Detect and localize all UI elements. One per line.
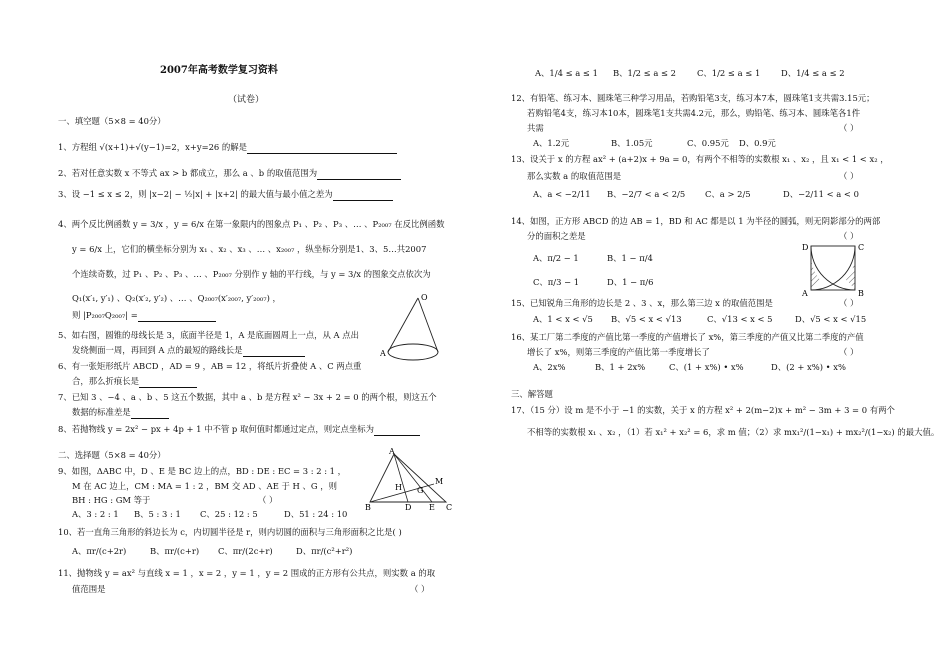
question-16-paren: （ ） (839, 347, 859, 357)
cone-figure (380, 290, 442, 372)
question-5-line-2: 发绕侧面一周，再回到 A 点的最短的路线长是 (72, 344, 305, 357)
square-arcs-figure (801, 240, 871, 298)
question-12-option-c: C、0.95元 (687, 138, 729, 148)
question-13-option-a: A、a < −2/11 (533, 189, 591, 199)
section-solutions: 三、解答题 (511, 389, 553, 399)
question-2: 2、若对任意实数 x 不等式 ax > b 都成立，那么 a 、b 的取值范围为 (58, 167, 401, 180)
question-3: 3、设 −1 ≤ x ≤ 2，则 |x−2| − ½|x| + |x+2| 的最大值与最小值之差为 (58, 188, 393, 201)
question-16-option-c: C、(1 + x%) • x% (669, 362, 744, 372)
question-11-line-1: 11、抛物线 y = ax² 与直线 x = 1 ，x = 2 ，y = 1 ，y = 2 围成的正方形有公共点，则实数 a 的取 (58, 568, 436, 578)
question-6-line-2: 合，那么折痕长是 (72, 375, 197, 388)
question-9-option-c: C、25 : 12 : 5 (200, 509, 258, 519)
question-12-option-a: A、1.2元 (533, 138, 570, 148)
question-11-line-2: 值范围是 (72, 584, 106, 594)
question-8: 8、若抛物线 y = 2x² − px + 4p + 1 中不管 p 取何值时都通过定点，则定点坐标为 (58, 423, 420, 436)
section-fill-in: 一、填空题（5×8 = 40分） (58, 116, 166, 126)
question-14-option-b: B、1 − π/4 (607, 253, 653, 263)
triangle-label-e: E (429, 503, 435, 512)
cone-point-label: A (380, 349, 386, 358)
question-15: 15、已知锐角三角形的边长是 2 、3 、x，那么第三边 x 的取值范围是 (511, 298, 773, 308)
triangle-label-h: H (395, 483, 402, 492)
triangle-label-m: M (435, 477, 444, 486)
square-label-c: C (858, 243, 865, 252)
question-11-option-c: C、1/2 ≤ a ≤ 1 (697, 68, 761, 78)
question-15-option-c: C、√13 < x < 5 (707, 314, 773, 324)
triangle-label-g: G (417, 486, 424, 495)
answer-blank-5 (243, 346, 305, 357)
answer-blank-1 (247, 143, 397, 154)
question-17-line-2: 不相等的实数根 x₁ 、x₂ ，（1）若 x₁² + x₂² = 6，求 m 值；（2）求 mx₁²/(1−x₁) + mx₂²/(1−x₂) 的最大值。 (527, 427, 940, 437)
question-11-option-d: D、1/4 ≤ a ≤ 2 (781, 68, 845, 78)
question-12-paren: （ ） (839, 123, 859, 133)
right-column (503, 0, 940, 658)
question-15-option-d: D、√5 < x < √15 (795, 314, 867, 324)
question-13-option-c: C、a > 2/5 (705, 189, 751, 199)
question-7-line-2: 数据的标准差是 (72, 406, 169, 419)
triangle-label-d: D (405, 503, 412, 512)
question-12-option-b: B、1.05元 (611, 138, 653, 148)
question-12-line-1: 12、有铅笔、练习本、圆珠笔三种学习用品，若购铅笔3支，练习本7本，圆珠笔1支共需3.15元； (511, 93, 875, 103)
question-16-line-1: 16、某工厂第二季度的产值比第一季度的产值增长了 x%，第三季度的产值又比第二季度的产值 (511, 332, 864, 342)
question-14-paren: （ ） (839, 231, 859, 241)
question-13-line-1: 13、设关于 x 的方程 ax² + (a+2)x + 9a = 0，有两个不相等的实数根 x₁ 、x₂ ，且 x₁ < 1 < x₂ ， (511, 154, 889, 164)
answer-blank-4 (138, 311, 216, 322)
question-12-line-3: 共需 (527, 123, 544, 133)
question-9-option-d: D、51 : 24 : 10 (284, 509, 348, 519)
question-13-paren: （ ） (839, 171, 859, 181)
question-15-paren: （ ） (839, 298, 859, 308)
question-10: 10、若一直角三角形的斜边长为 c，内切圆半径是 r，则内切圆的面积与三角形面积之比是( ) (58, 527, 402, 537)
page-title: 2007年高考数学复习资料 (160, 65, 278, 76)
question-16-option-d: D、(2 + x%) • x% (771, 362, 846, 372)
answer-blank-3 (333, 190, 393, 201)
question-10-option-b: B、πr/(c+r) (150, 546, 200, 556)
question-15-option-b: B、√5 < x < √13 (611, 314, 682, 324)
answer-blank-8 (374, 425, 420, 436)
question-13-line-2: 那么实数 a 的取值范围是 (527, 171, 622, 181)
square-label-b: B (858, 289, 864, 298)
question-14-line-2: 分的面积之差是 (527, 231, 586, 241)
question-13-option-b: B、−2/7 < a < 2/5 (607, 189, 686, 199)
question-10-option-a: A、πr/(c+2r) (72, 546, 127, 556)
question-12-option-d: D、0.9元 (739, 138, 776, 148)
question-9-option-b: B、5 : 3 : 1 (134, 509, 181, 519)
question-9-line-1: 9、如图，ΔABC 中，D 、E 是 BC 边上的点，BD : DE : EC = 3 : 2 : 1 ， (58, 466, 347, 476)
question-12-line-2: 若购铅笔4支，练习本10本，圆珠笔1支共需4.2元，那么，购铅笔、练习本、圆珠笔各1件 (527, 108, 861, 118)
question-4-line-4: Q₁(x′₁, y′₁) 、Q₂(x′₂, y′₂) 、… 、Q₂₀₀₇(x′₂₀₀₇, y′₂₀₀₇) ， (72, 293, 281, 303)
question-13-option-d: D、−2/11 < a < 0 (783, 189, 859, 199)
question-15-option-a: A、1 < x < √5 (533, 314, 593, 324)
question-16-option-a: A、2x% (533, 362, 566, 372)
triangle-label-a: A (389, 447, 395, 456)
question-14-option-d: D、1 − π/6 (607, 277, 654, 287)
triangle-label-c: C (446, 503, 453, 512)
triangle-figure (362, 446, 454, 512)
question-16-option-b: B、1 + 2x% (595, 362, 646, 372)
question-10-option-c: C、πr/(2c+r) (218, 546, 273, 556)
question-16-line-2: 增长了 x%，则第三季度的产值比第一季度增长了 (527, 347, 710, 357)
question-10-option-d: D、πr/(c²+r²) (296, 546, 353, 556)
left-column (58, 0, 473, 658)
triangle-label-b: B (365, 503, 371, 512)
question-5-line-1: 5、如右图，圆锥的母线长是 3，底面半径是 1，A 是底面圆周上一点，从 A 点出 (58, 330, 360, 340)
page-subtitle: （试卷） (228, 95, 265, 105)
question-11-paren: （ ） (410, 584, 430, 594)
question-9-option-a: A、3 : 2 : 1 (72, 509, 119, 519)
answer-blank-7 (131, 408, 169, 419)
question-6-line-1: 6、有一张矩形纸片 ABCD ，AD = 9 ，AB = 12 ，将纸片折叠使 A 、C 两点重 (58, 361, 362, 371)
question-1: 1、方程组 √(x+1)+√(y−1)=2，x+y=26 的解是 (58, 141, 397, 154)
section-choice: 二、选择题（5×8 = 40分） (58, 450, 166, 460)
question-14-option-c: C、π/3 − 1 (533, 277, 580, 287)
square-label-d: D (802, 243, 809, 252)
question-4-line-5: 则 |P₂₀₀₇Q₂₀₀₇| = (72, 309, 216, 322)
question-4-line-3: 个连续奇数，过 P₁ 、P₂ 、P₃ 、… 、P₂₀₀₇ 分别作 y 轴的平行线，与 y = 3/x 的图象交点依次为 (72, 269, 431, 279)
cone-apex-label: O (421, 293, 428, 302)
question-14-option-a: A、π/2 − 1 (533, 253, 579, 263)
square-label-a: A (802, 289, 808, 298)
question-11-option-a: A、1/4 ≤ a ≤ 1 (535, 68, 598, 78)
answer-blank-6 (139, 377, 197, 388)
question-11-option-b: B、1/2 ≤ a ≤ 2 (613, 68, 677, 78)
question-4-line-2: y = 6/x 上，它们的横坐标分别为 x₁ 、x₂ 、x₃ 、… 、x₂₀₀₇ ，纵坐标分别是1、3、5…共2007 (72, 244, 427, 254)
question-17-line-1: 17、（15 分）设 m 是不小于 −1 的实数，关于 x 的方程 x² + 2(m−2)x + m² − 3m + 3 = 0 有两个 (511, 405, 895, 415)
answer-blank-2 (317, 169, 401, 180)
question-14-line-1: 14、如图，正方形 ABCD 的边 AB = 1，BD 和 AC 都是以 1 为半径的圆弧，则无阴影部分的两部 (511, 216, 881, 226)
question-9-paren: （ ） (258, 495, 278, 505)
question-9-line-3: BH : HG : GM 等于 (72, 495, 151, 505)
question-4-line-1: 4、两个反比例函数 y = 3/x ，y = 6/x 在第一象限内的图象点 P₁ 、P₂ 、P₃ 、… 、P₂₀₀₇ 在反比例函数 (58, 219, 445, 229)
question-9-line-2: M 在 AC 边上，CM : MA = 1 : 2 ，BM 交 AD 、AE 于 H 、G ，则 (72, 481, 337, 491)
question-7-line-1: 7、已知 3 、−4 、a 、b 、5 这五个数据，其中 a 、b 是方程 x² − 3x + 2 = 0 的两个根，则这五个 (58, 392, 437, 402)
